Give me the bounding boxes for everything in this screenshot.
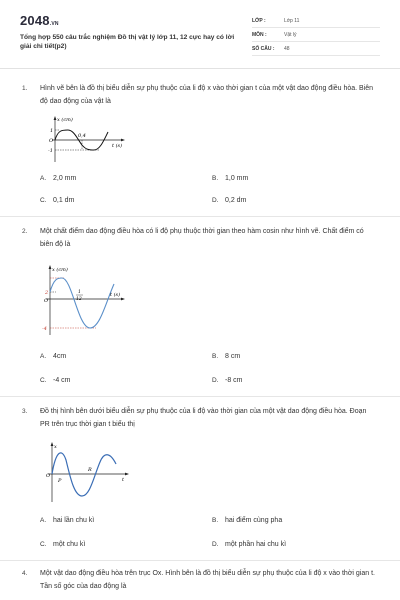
- graph-tick-neg: -4: [42, 326, 47, 332]
- divider: [0, 216, 400, 217]
- q1-option-a[interactable]: A. 2,0 mm: [40, 175, 77, 182]
- divider: [0, 560, 400, 561]
- question-3-text: Đồ thị hình bên dưới biểu diễn sự phụ thuộc của li độ vào thời gian của một vật dao động điều hòa. Đoạn PR trên trục thời gian t biểu thị: [40, 408, 367, 428]
- q1-option-d[interactable]: D. 0,2 dm: [212, 197, 247, 204]
- q2-option-b[interactable]: B. 8 cm: [212, 353, 241, 360]
- document-title: Tổng hợp 550 câu trắc nghiệm Đồ thị vật lý lớp 11, 12 cực hay có lời giải chi tiết(p2): [20, 34, 235, 50]
- question-1-number: 1.: [22, 85, 28, 92]
- question-4-text: Một vật dao động điều hòa trên trục Ox. Hình bên là đồ thị biểu diễn sự phụ thuộc của li độ x vào thời gian t. Tần số góc của dao động là: [40, 570, 375, 590]
- graph-point-r: R: [88, 467, 92, 473]
- graph-origin: O: [44, 298, 49, 304]
- meta-value: Vật lý: [284, 32, 297, 38]
- graph-tick-pos: 2: [45, 290, 49, 296]
- site-logo[interactable]: [20, 13, 59, 28]
- graph-frac-den: 12: [76, 297, 82, 302]
- q2-option-d[interactable]: D. -8 cm: [212, 377, 243, 384]
- question-2-number: 2.: [22, 228, 28, 235]
- question-2-text: Một chất điểm dao động điều hòa có li độ phụ thuộc thời gian theo hàm cosin như hình vẽ. Chất điểm có biên độ là: [40, 228, 364, 248]
- graph-ylabel: x: [54, 444, 57, 450]
- question-1-text: Hình vẽ bên là đồ thị biểu diễn sự phụ thuộc của li độ x vào thời gian t của một vật dao động điều hòa. Biên độ dao động của vật là: [40, 85, 374, 105]
- logo-text: 2048: [20, 13, 50, 28]
- question-3-graph: [40, 440, 140, 505]
- graph-origin: O: [49, 138, 54, 144]
- q1-option-c[interactable]: C. 0,1 dm: [40, 197, 75, 204]
- meta-row-class: [252, 16, 380, 28]
- graph-frac-num: 1: [78, 290, 81, 295]
- question-3-number: 3.: [22, 408, 28, 415]
- question-4-number: 4.: [22, 570, 28, 577]
- q3-option-a[interactable]: A. hai lần chu kì: [40, 517, 95, 524]
- meta-key: LỚP :: [252, 18, 266, 24]
- meta-key: MÔN :: [252, 32, 267, 38]
- graph-ylabel: x (cm): [57, 117, 73, 123]
- document-header: [0, 0, 400, 69]
- q3-option-d[interactable]: D. một phần hai chu kì: [212, 541, 287, 548]
- q3-option-c[interactable]: C. một chu kì: [40, 541, 86, 548]
- question-1-graph: [40, 114, 135, 164]
- graph-tick-x: 0,4: [78, 133, 86, 139]
- q2-option-c[interactable]: C. -4 cm: [40, 377, 71, 384]
- meta-value: Lớp 11: [284, 18, 300, 24]
- logo-suffix: .VN: [49, 21, 59, 27]
- q3-option-b[interactable]: B. hai điểm cùng pha: [212, 517, 283, 524]
- question-2-graph: [34, 262, 134, 337]
- graph-ylabel: x (cm): [52, 267, 68, 273]
- graph-tick-pos: 1: [50, 128, 54, 134]
- graph-tick-neg: -1: [48, 148, 53, 154]
- meta-row-subject: [252, 30, 380, 42]
- graph-point-p: P: [58, 478, 62, 484]
- meta-row-count: [252, 44, 380, 56]
- divider: [0, 396, 400, 397]
- graph-xlabel: t (s): [110, 292, 121, 298]
- graph-xlabel: t (s): [112, 143, 123, 149]
- meta-key: SỐ CÂU :: [252, 46, 275, 52]
- graph-xlabel: t: [122, 477, 125, 483]
- q2-option-a[interactable]: A. 4cm: [40, 353, 67, 360]
- meta-value: 48: [284, 46, 290, 52]
- q1-option-b[interactable]: B. 1,0 mm: [212, 175, 249, 182]
- graph-origin: O: [46, 473, 51, 479]
